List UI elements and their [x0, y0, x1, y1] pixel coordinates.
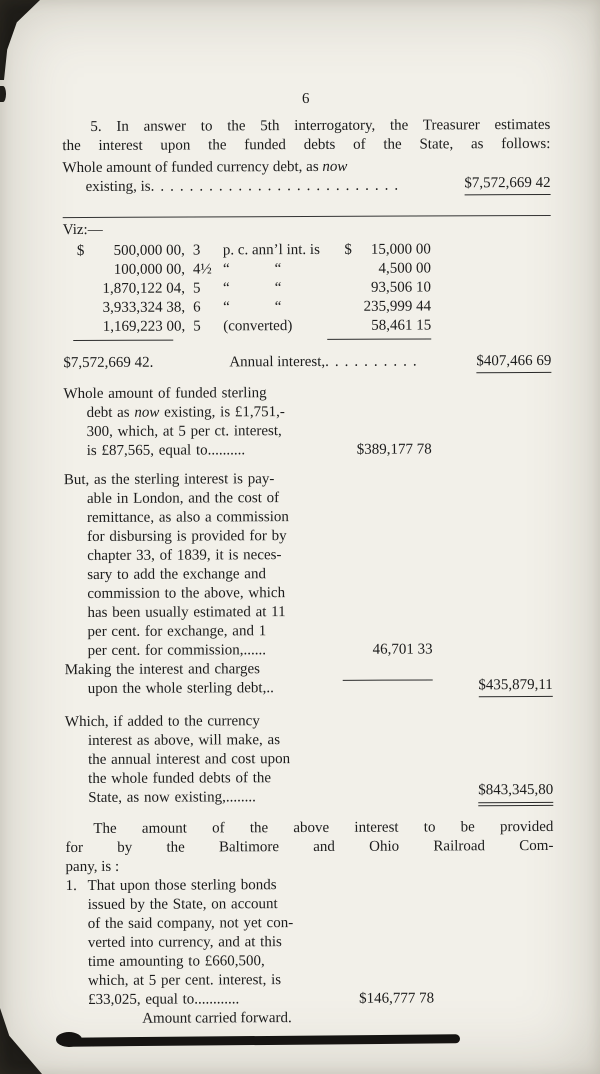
- total-principal: $7,572,669 42.: [63, 354, 154, 372]
- text-line: pany, is :: [65, 858, 120, 876]
- table-row: [77, 297, 551, 318]
- intro-paragraph: [62, 116, 550, 156]
- railroad-paragraph: [65, 818, 553, 877]
- text-line: the interest upon the funded debts of the State, as follows:: [62, 135, 551, 155]
- exchange-commission-text: [64, 470, 347, 661]
- text-line: £33,025, equal to............: [88, 991, 240, 1008]
- table-row: [77, 259, 551, 280]
- text-line: for disbursing is provided for by: [87, 528, 287, 545]
- text-line: interest as above, will make, as: [87, 732, 281, 749]
- text-line: has been usually estimated at 11: [87, 604, 286, 621]
- scan-artifact-left-edge: [0, 86, 6, 102]
- total-funded-amount: $843,345,80: [478, 781, 553, 806]
- currency-sign: [337, 279, 355, 298]
- item-1-amount: $146,777 78: [359, 990, 435, 1007]
- text-line: remittance, as also a commission: [86, 509, 289, 526]
- text-line: per cent. for exchange, and 1: [87, 623, 267, 640]
- sterling-total-amount: $435,879,11: [478, 676, 553, 697]
- text-line: Making the interest and charges: [64, 661, 261, 679]
- principal-cell: 1,870,122 04,: [102, 280, 186, 297]
- text-line: sary to add the exchange and: [87, 566, 266, 583]
- ditto-marks: “ “: [223, 299, 282, 316]
- currency-debt-line2-text: existing, is: [85, 178, 151, 195]
- text-line: which, at 5 per cent. interest, is: [88, 972, 282, 989]
- annual-interest-label: [229, 352, 422, 372]
- currency-sign: [77, 280, 97, 299]
- text-line: per cent. for commission,......: [87, 642, 267, 659]
- page-number: 6: [301, 90, 311, 108]
- rate-cell: 6: [193, 299, 201, 316]
- table-row: [77, 240, 551, 261]
- text-line: chapter 33, of 1839, it is neces-: [87, 547, 282, 564]
- rate-cell: 4½: [192, 261, 212, 278]
- dot-leader: ..........: [325, 353, 423, 370]
- text-line: State, as now existing,........: [88, 789, 256, 806]
- table-row: [77, 278, 551, 299]
- total-funded-text: [65, 712, 347, 808]
- exchange-commission-paragraph: [64, 469, 553, 661]
- total-funded-paragraph: [65, 711, 553, 808]
- currency-sign: [77, 299, 97, 318]
- carried-forward-label: Amount carried forward.: [142, 1010, 292, 1027]
- scan-artifact-bottom-left: [0, 1008, 42, 1074]
- text-line: verted into currency, and at this: [87, 934, 282, 951]
- text-line: The amount of the above interest to be provided: [93, 818, 554, 837]
- text-line: But, as the sterling interest is pay-: [63, 471, 275, 489]
- ditto-marks: “ “: [222, 280, 282, 297]
- currency-sign: [337, 298, 355, 317]
- mid-cell: p. c. ann’l int. is: [222, 241, 320, 259]
- currency-sign: [337, 317, 355, 336]
- item-number: 1.: [65, 878, 77, 895]
- currency-debt-line1-text: Whole amount of funded currency debt, as: [62, 158, 323, 177]
- dot-leader: ..........................: [150, 177, 405, 195]
- sterling-debt-text: [63, 384, 345, 461]
- converted-note: (converted): [223, 318, 293, 335]
- page-content: [62, 0, 554, 1029]
- ditto-marks: “ “: [222, 261, 282, 278]
- italic-word: now: [134, 404, 160, 421]
- text-line: issued by the State, on account: [87, 896, 278, 913]
- text-line: Which, if added to the currency: [64, 713, 260, 731]
- currency-debt-italic: now: [322, 158, 348, 175]
- interest-table: [63, 240, 551, 337]
- rate-cell: 5: [192, 280, 201, 297]
- scan-artifact-bottom-bar: [64, 1034, 460, 1046]
- text-line: Whole amount of funded sterling: [63, 385, 267, 403]
- text-line: of the said company, not yet con-: [87, 915, 294, 932]
- interest-cell: 235,999 44: [363, 298, 432, 315]
- rate-cell: 3: [192, 242, 201, 259]
- principal-cell: 1,169,223 00,: [102, 318, 186, 335]
- table-sum-rules: [63, 338, 551, 346]
- item-1-paragraph: [66, 875, 555, 1010]
- currency-debt-statement: [62, 157, 550, 197]
- text-line: upon the whole sterling debt,..: [87, 680, 274, 697]
- currency-sign: [77, 261, 97, 280]
- principal-cell: 500,000 00,: [113, 242, 185, 259]
- principal-cell: 100,000 00,: [113, 261, 185, 278]
- text-line: the whole funded debts of the: [88, 770, 272, 787]
- interest-cell: 15,000 00: [370, 241, 431, 258]
- text-line: commission to the above, which: [87, 585, 286, 602]
- text-line: is £87,565, equal to..........: [86, 442, 246, 459]
- table-total-row: [63, 352, 551, 373]
- viz-label: Viz:—: [62, 221, 103, 239]
- text-line: 5. In answer to the 5th interrogatory, the Treasurer estimates: [90, 116, 551, 135]
- sterling-total-text: [65, 660, 347, 699]
- currency-sign: $: [344, 241, 352, 258]
- text-line: 300, which, at 5 per ct. interest,: [86, 423, 282, 440]
- sterling-interest-amount: $389,177 78: [356, 441, 432, 458]
- currency-sign: [77, 318, 97, 337]
- interest-cell: 93,506 10: [370, 279, 432, 296]
- item-1-text: [66, 876, 349, 1010]
- principal-cell: 3,933,324 38,: [102, 299, 186, 316]
- interest-cell: 4,500 00: [378, 260, 431, 277]
- sterling-debt-paragraph: [63, 383, 551, 461]
- text-line: for by the Baltimore and Ohio Railroad Com-: [65, 837, 554, 857]
- table-row: [77, 316, 551, 337]
- interest-sum-rule: [327, 338, 431, 339]
- text-line: the annual interest and cost upon: [88, 751, 291, 768]
- exchange-commission-amount: 46,701 33: [372, 641, 433, 658]
- currency-sign: $: [76, 242, 85, 260]
- annual-interest-amount: $407,466 69: [476, 352, 551, 373]
- addition-rule: [343, 679, 433, 680]
- scan-artifact-top-left: [0, 0, 40, 80]
- annual-interest-text: Annual interest,: [229, 353, 326, 371]
- currency-sign: [337, 260, 355, 279]
- currency-debt-amount: $7,572,669 42: [464, 174, 550, 195]
- text-line: time amounting to £660,500,: [87, 953, 265, 970]
- principal-sum-rule: [73, 340, 173, 341]
- rate-cell: 5: [193, 318, 201, 335]
- sterling-total-paragraph: [65, 659, 553, 699]
- interest-cell: 58,461 15: [371, 317, 432, 334]
- text-line: That upon those sterling bonds: [87, 877, 277, 894]
- text-line: able in London, and the cost of: [86, 490, 280, 507]
- horizontal-rule: [63, 215, 551, 218]
- text-line: debt as now existing, is £1,751,-: [86, 404, 285, 421]
